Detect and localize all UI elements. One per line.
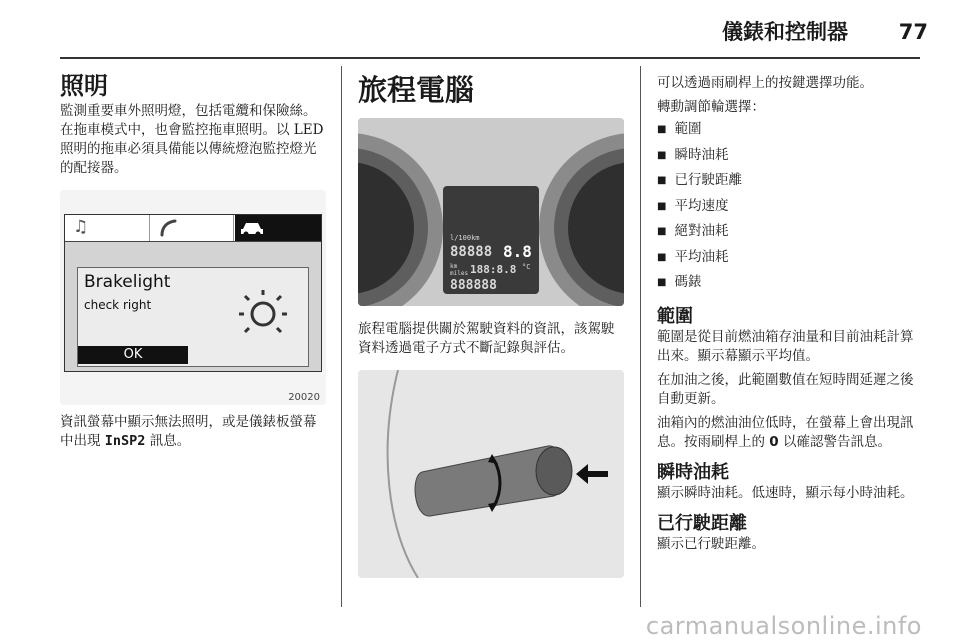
column-lighting [60,66,326,451]
tab-separator [233,215,234,241]
list-item: ■ 瞬時油耗 [657,143,923,169]
display-unit-miles: miles [450,270,469,277]
display-unit-consumption: l/100km [450,234,480,242]
functions-select-label: 轉動調節輪選擇： [657,99,765,115]
display-unit-temp: °C [522,263,531,271]
bulb-icon [236,286,290,340]
display-row-3: 888888 [450,278,497,293]
message-subtitle: check right [84,298,152,312]
range-paragraph-1: 範圍是從目前燃油箱存油量和目前油耗計算出來。顯示幕顯示平均值。 [657,328,914,364]
display-row-1: 88888 [450,244,493,260]
phone-handset-icon [157,217,179,239]
instant-consumption-paragraph: 顯示瞬時油耗。低速時，顯示每小時油耗。 [657,484,914,501]
trip-computer-paragraph: 旅程電腦提供關於駕駛資料的資訊，該駕駛資料透過電子方式不斷記錄與評估。 [358,321,615,356]
column-trip-computer [358,66,624,578]
trip-computer-heading: 旅程電腦 [358,73,475,107]
function-list [657,117,923,296]
range-paragraph-3 [657,414,923,452]
tab-separator [149,215,150,241]
list-item: ■ 碼錶 [657,270,923,296]
wiper-lever-figure [358,370,624,578]
page-number: 77 [898,20,928,44]
zero-key-label: 0 [769,433,779,450]
list-item: ■ 平均油耗 [657,245,923,271]
caption-prefix: 資訊螢幕中顯示無法照明，或是儀錶板螢幕中出現 [60,414,317,449]
wiper-lever-graphic [358,370,624,578]
message-box [77,267,309,367]
instrument-cluster-figure [358,118,624,306]
range-paragraph-2: 在加油之後，此範圍數值在短時間延遲之後自動更新。 [657,371,914,407]
ok-button: OK [78,346,188,364]
distance-heading: 已行駛距離 [657,512,747,534]
list-item: ■ 已行駛距離 [657,168,923,194]
message-title: Brakelight [84,272,171,292]
functions-intro: 可以透過雨刷桿上的按鍵選擇功能。 [657,75,873,91]
range-p3-suffix: 以確認警告訊息。 [783,433,891,450]
header-title: 儀錶和控制器 [722,20,848,44]
display-row-1-right: 8.8 [503,242,532,261]
trip-display [448,190,534,292]
range-heading: 範圍 [657,305,693,327]
list-item: ■ 絕對油耗 [657,219,923,245]
display-row-2: 188:8.8 [470,263,517,276]
list-item: ■ 平均速度 [657,194,923,220]
column-functions [657,66,923,554]
caption-suffix: 訊息。 [149,433,191,449]
instant-consumption-heading: 瞬時油耗 [657,461,729,483]
range-p3-prefix: 油箱內的燃油油位低時，在螢幕上會出現訊息。按雨刷桿上的 [657,414,914,450]
list-item: ■ 範圍 [657,117,923,143]
watermark: carmanualsonline.info [645,612,922,640]
header-rule [60,57,920,59]
lighting-intro: 監測重要車外照明燈，包括電纜和保險絲。在拖車模式中，也會監控拖車照明。以 LED 照明的拖車必須具備能以傳統燈泡監控燈光的配接器。 [60,103,324,176]
display-unit-km: km [450,263,458,270]
brakelight-figure [60,190,326,405]
car-icon [239,219,265,237]
tab-vehicle-active [235,215,321,241]
column-divider-left [341,66,342,607]
figure-number: 20020 [288,392,320,403]
music-note-icon: ♫ [73,217,89,237]
lighting-caption [60,413,326,451]
caption-code: InSP2 [104,433,146,449]
display-tab-bar [65,215,321,242]
display-screen [64,214,322,372]
distance-paragraph: 顯示已行駛距離。 [657,535,765,552]
lighting-heading: 照明 [60,72,108,100]
column-divider-right [640,66,641,607]
